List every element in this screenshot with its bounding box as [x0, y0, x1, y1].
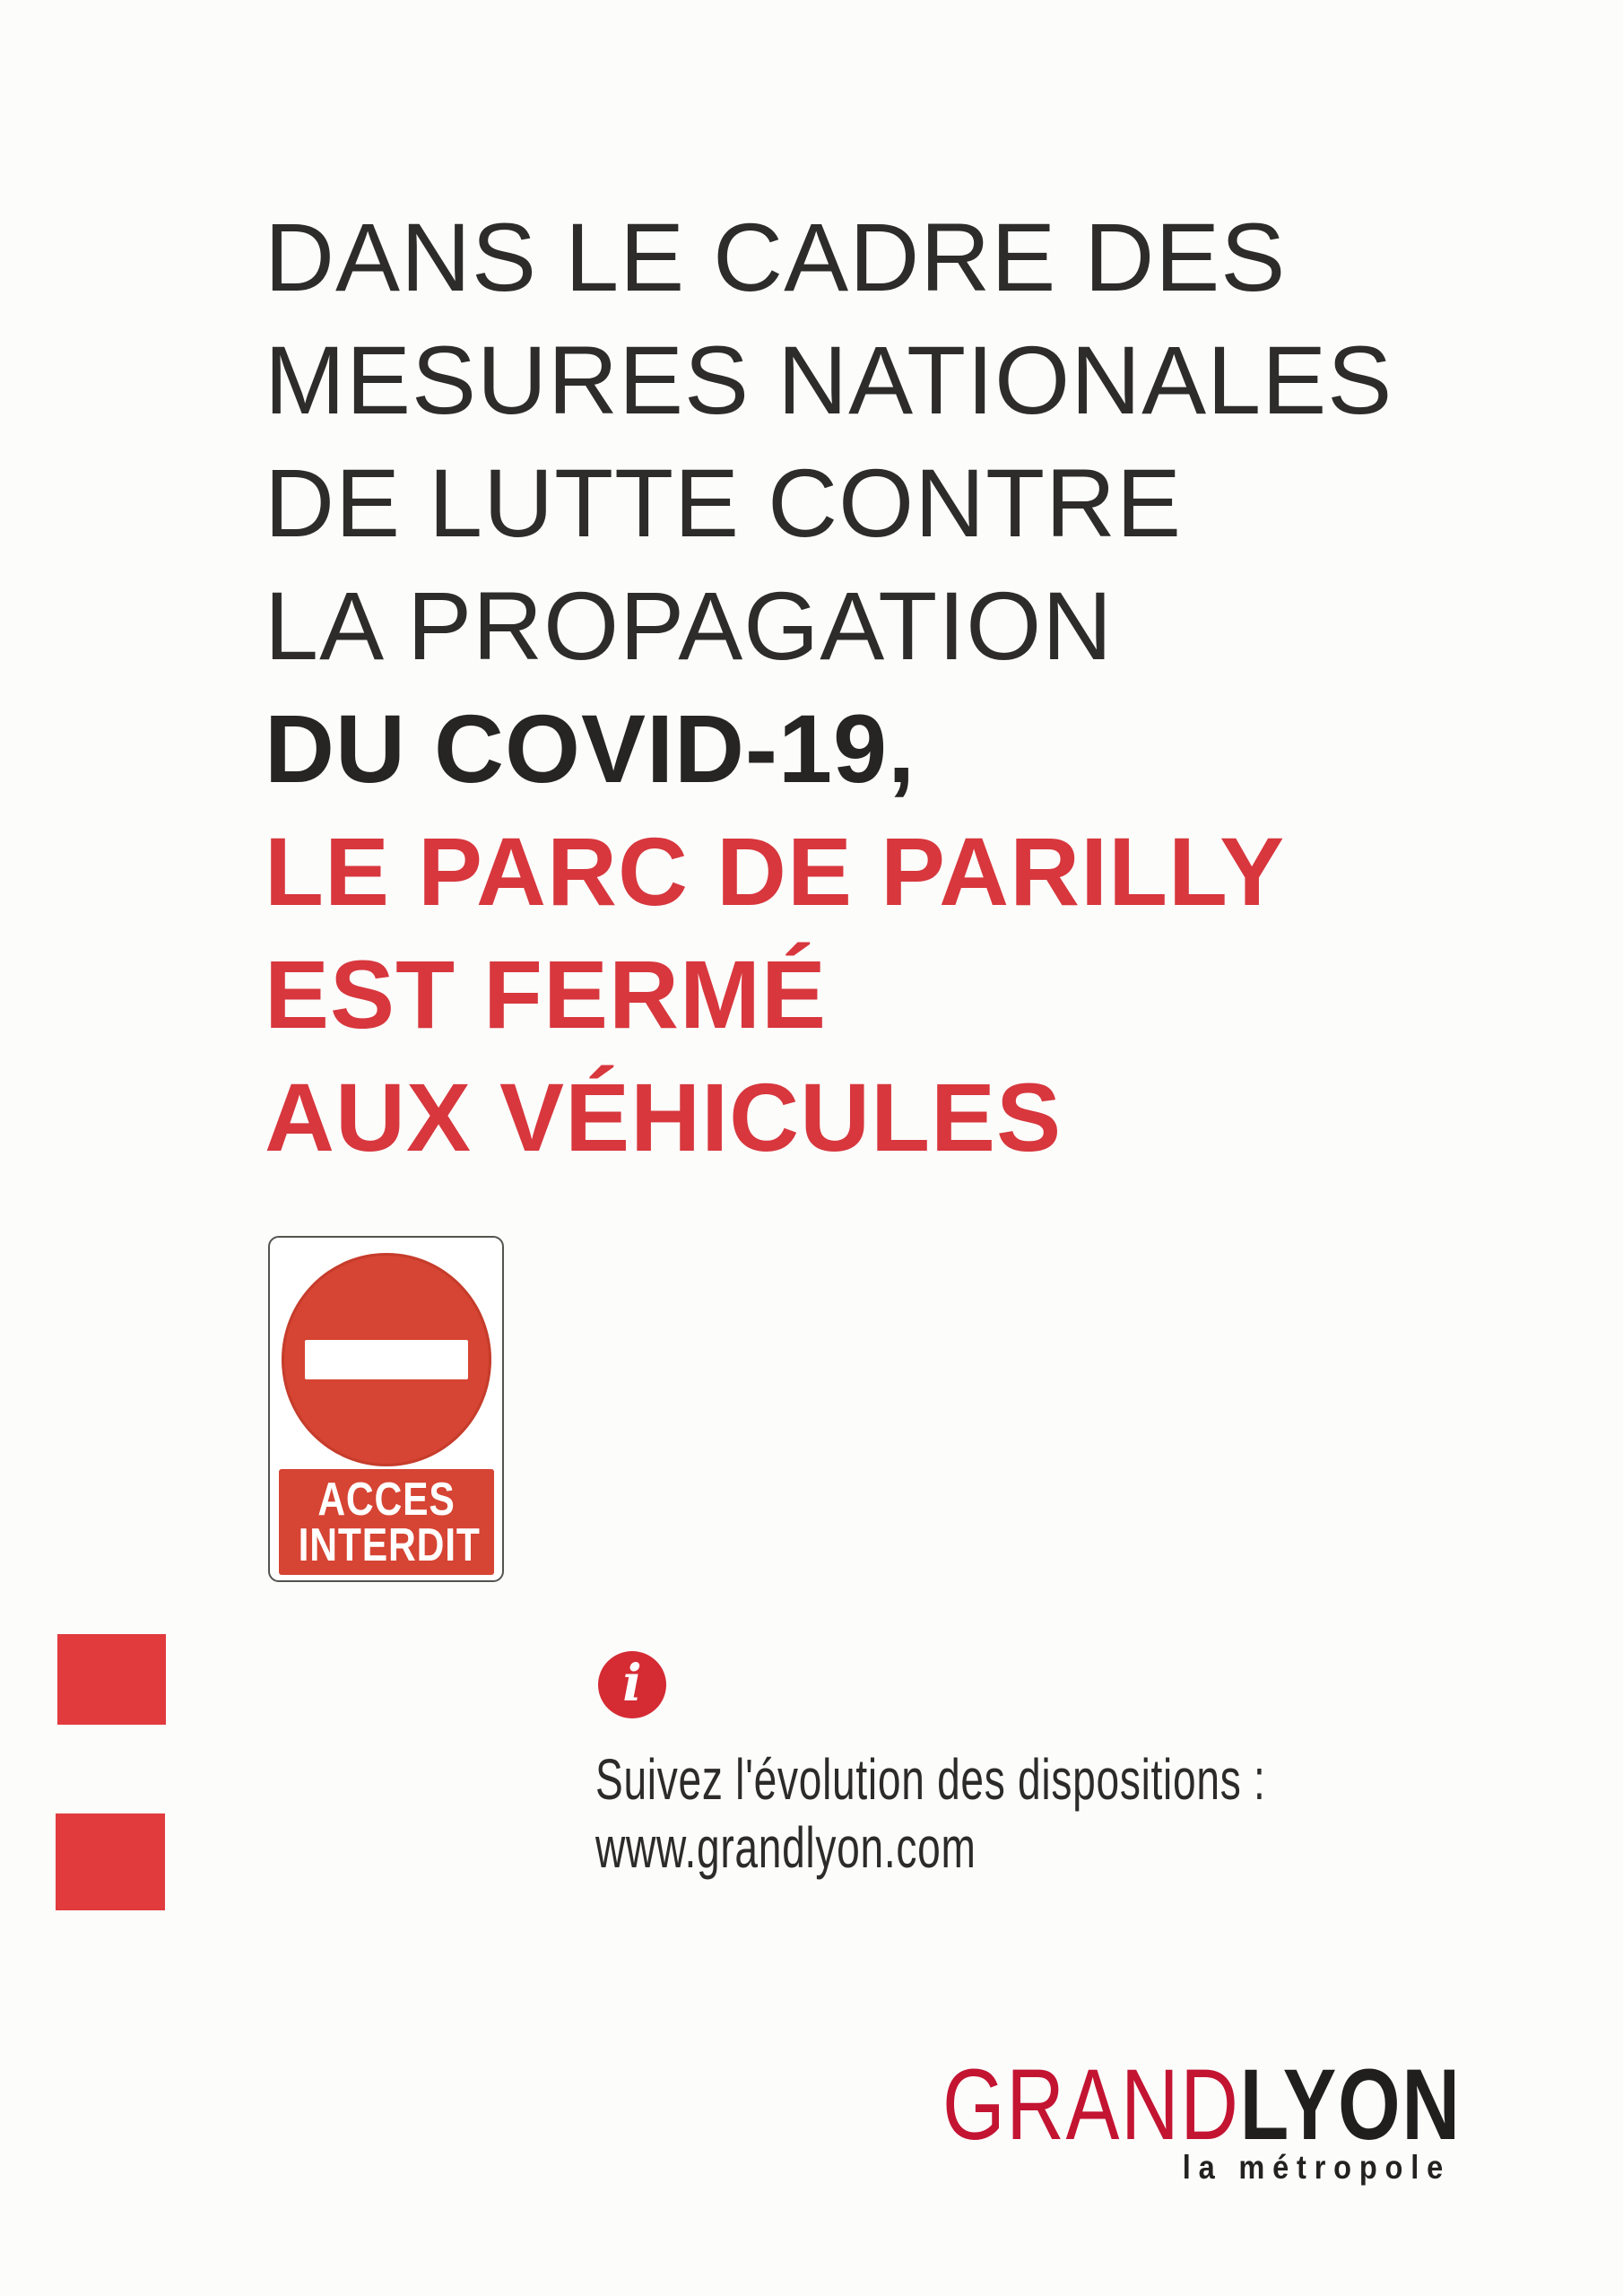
headline-line-3: DE LUTTE CONTRE [265, 448, 1183, 557]
headline-red-line-3: AUX VÉHICULES [265, 1063, 1063, 1171]
info-line: Suivez l'évolution des dispositions : [595, 1747, 1266, 1812]
red-square-decor-2 [56, 1813, 165, 1910]
logo-tagline: la métropole [1182, 2149, 1451, 2186]
sign-label-line-1: ACCES [317, 1474, 456, 1526]
info-text-block [595, 1745, 1266, 1882]
headline-line-1: DANS LE CADRE DES [265, 203, 1287, 311]
info-url: www.grandlyon.com [595, 1815, 976, 1880]
info-icon-glyph: i [622, 1653, 642, 1713]
acces-interdit-sign [268, 1236, 504, 1582]
logo-grand: GRAND [942, 2048, 1240, 2161]
no-entry-bar [305, 1340, 468, 1379]
sign-label-line-2: INTERDIT [298, 1519, 481, 1571]
headline-block [265, 196, 1393, 1178]
logo-lyon: LYON [1239, 2048, 1462, 2161]
headline-line-covid: DU COVID-19, [265, 694, 916, 803]
red-square-decor-1 [57, 1634, 166, 1725]
headline-line-2: MESURES NATIONALES [265, 326, 1393, 434]
info-icon [598, 1651, 666, 1718]
sign-label [279, 1469, 494, 1575]
grandlyon-logo [942, 2048, 1462, 2161]
headline-red-line-1: LE PARC DE PARILLY [265, 817, 1286, 926]
no-entry-icon [282, 1253, 491, 1466]
headline-line-4: LA PROPAGATION [265, 571, 1114, 680]
headline-red-line-2: EST FERMÉ [265, 940, 828, 1048]
